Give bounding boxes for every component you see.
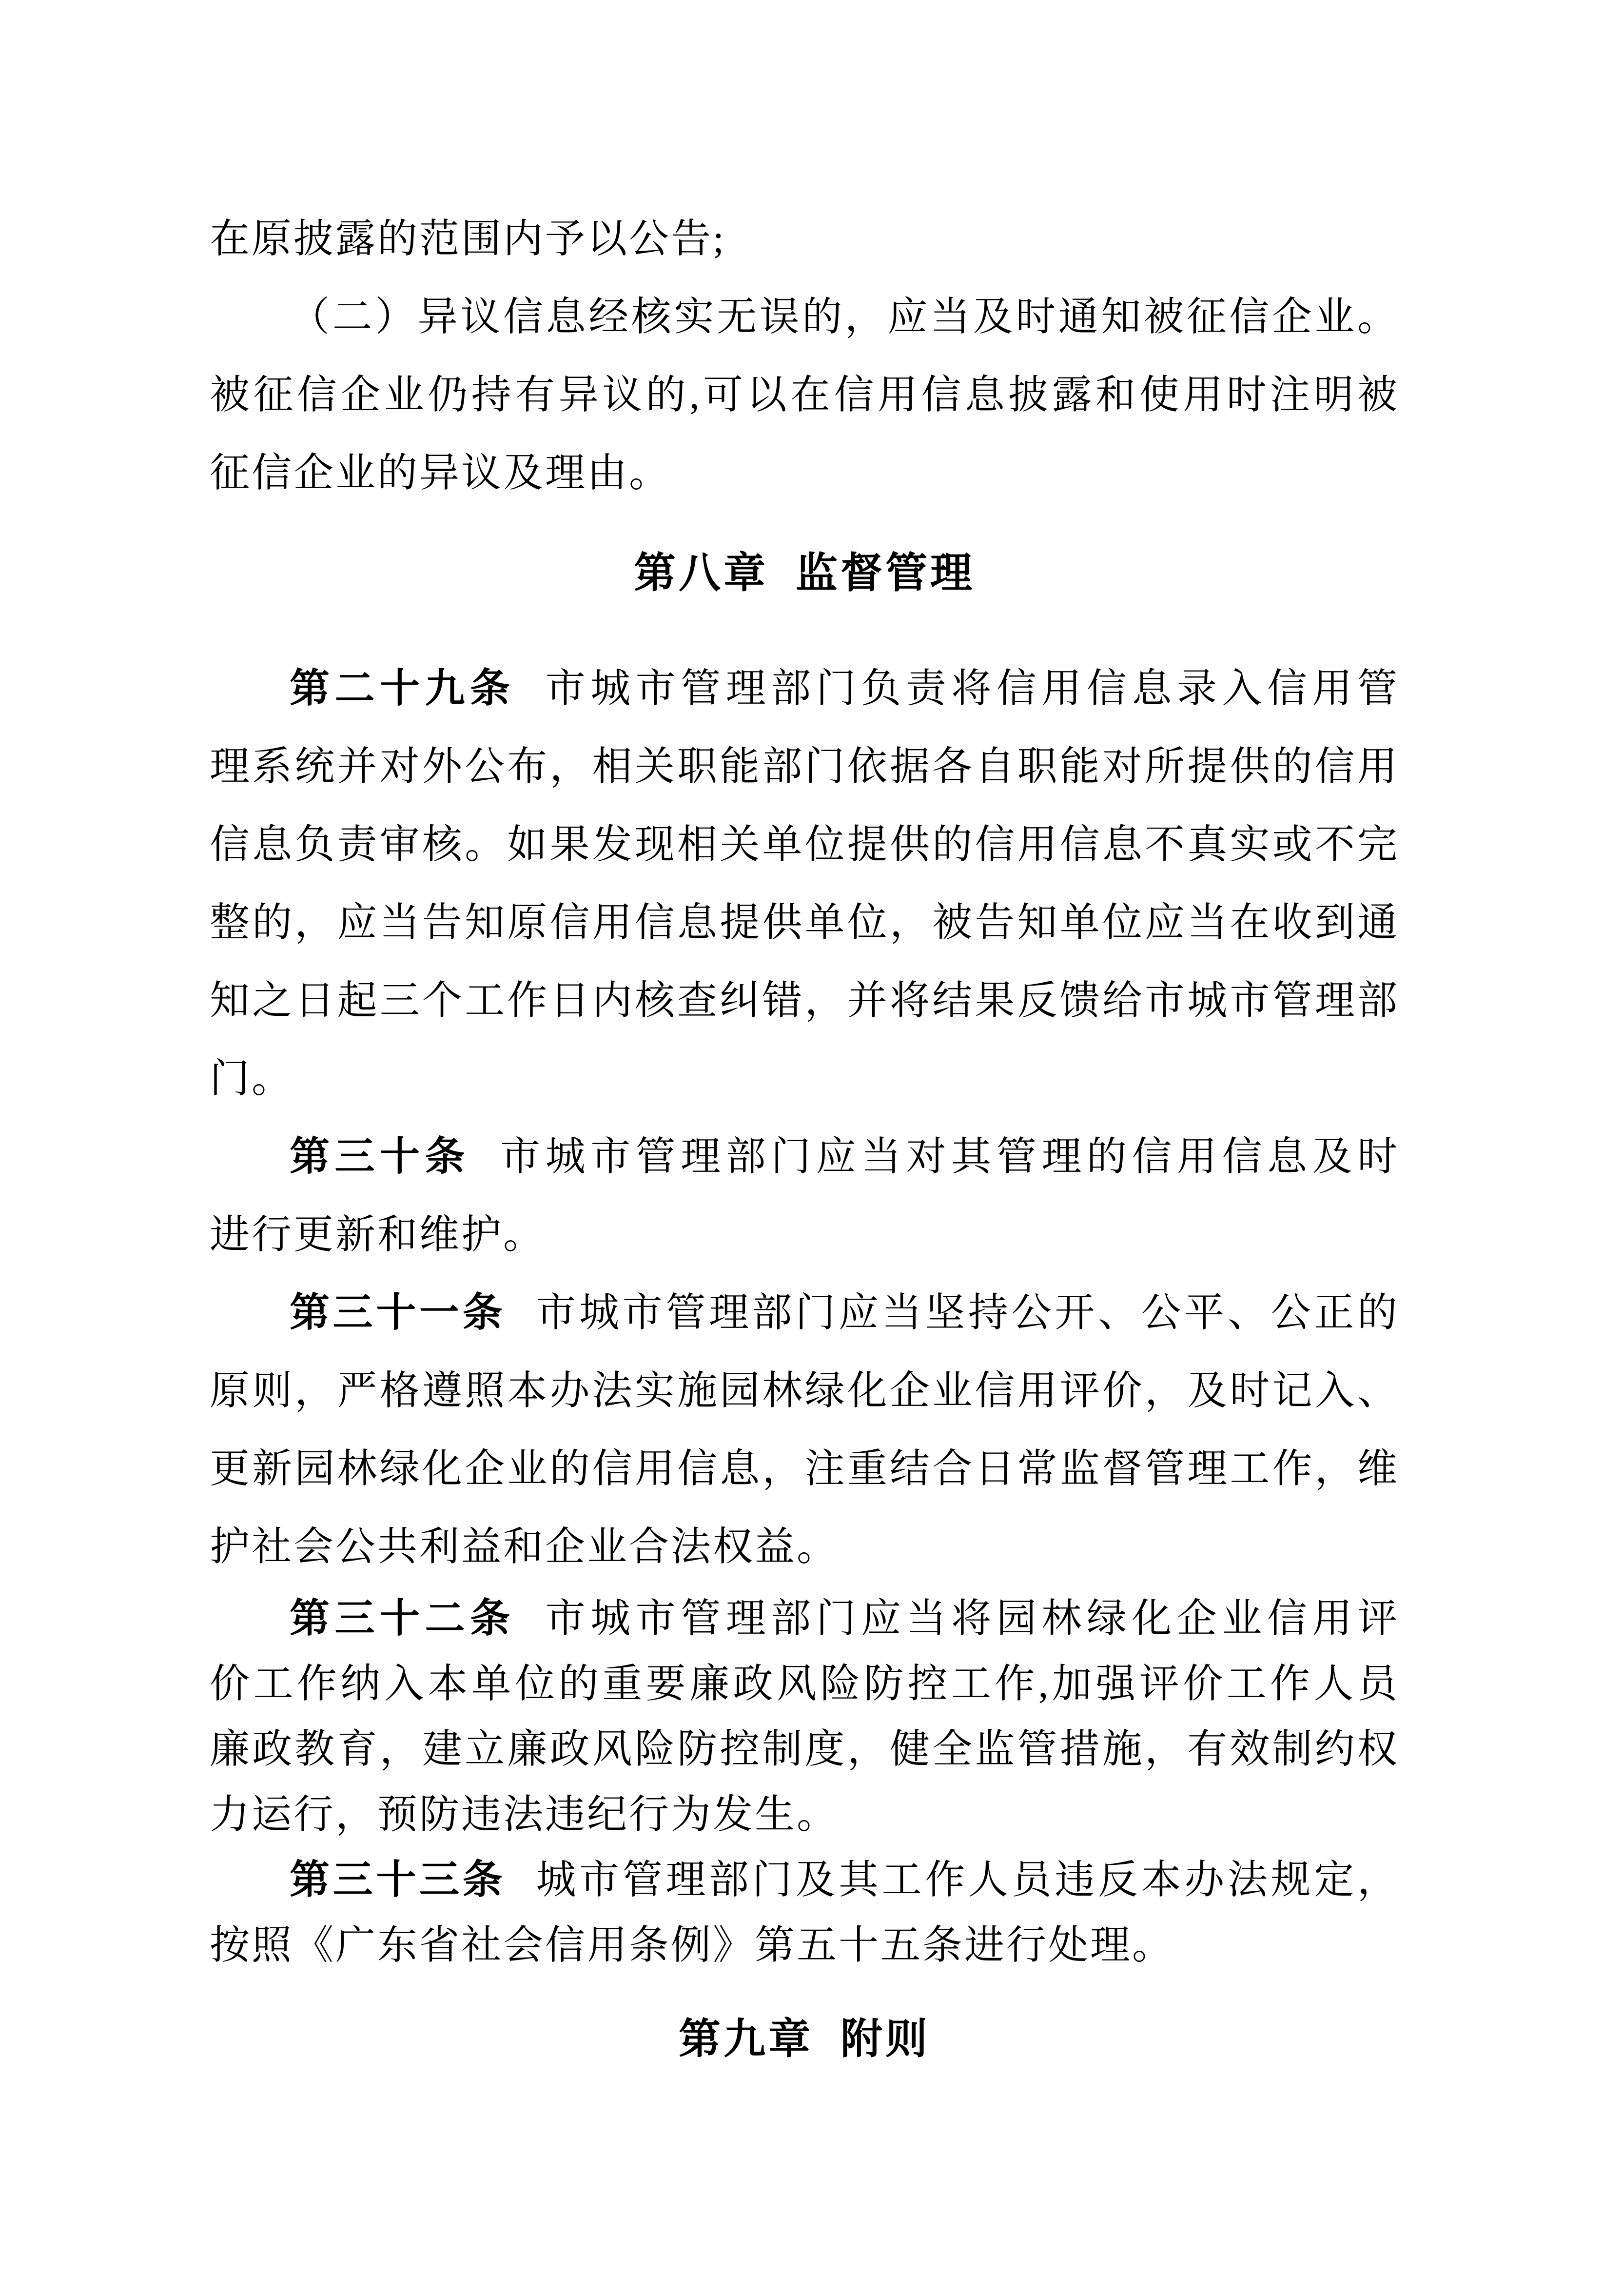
text-line: 价工作纳入本单位的重要廉政风险防控工作,加强评价工作人员	[210, 1662, 1399, 1706]
text-line: 护社会公共利益和企业合法权益。	[210, 1524, 839, 1569]
article-paragraph	[210, 1118, 1399, 1274]
text-line: 知之日起三个工作日内核查纠错，并将结果反馈给市城市管理部	[210, 978, 1399, 1023]
article-number: 第三十一条	[290, 1290, 506, 1335]
text-line: 征信企业的异议及理由。	[210, 451, 671, 495]
text-line: 被征信企业仍持有异议的,可以在信用信息披露和使用时注明被	[210, 373, 1399, 417]
body-paragraph	[210, 200, 1399, 278]
text-line: 原则，严格遵照本办法实施园林绿化企业信用评价，及时记入、	[210, 1368, 1399, 1413]
text-line: 更新园林绿化企业的信用信息，注重结合日常监督管理工作，维	[210, 1446, 1399, 1491]
text-line: 信息负责审核。如果发现相关单位提供的信用信息不真实或不完	[210, 822, 1399, 867]
text-line: （二）异议信息经核实无误的，应当及时通知被征信企业。	[290, 295, 1399, 339]
text-line: 门。	[210, 1056, 294, 1101]
text-line: 在原披露的范围内予以公告;	[210, 217, 726, 261]
text-line: 第三十三条 城市管理部门及其工作人员违反本办法规定，	[290, 1858, 1399, 1902]
text-line: 第二十九条 市城市管理部门负责将信用信息录入信用管	[290, 666, 1399, 711]
text-line: 第三十二条 市城市管理部门应当将园林绿化企业信用评	[290, 1596, 1399, 1641]
text-line: 第三十一条 市城市管理部门应当坚持公开、公平、公正的	[290, 1290, 1399, 1335]
article-number: 第二十九条	[290, 666, 515, 711]
text-line: 廉政教育，建立廉政风险防控制度，健全监管措施，有效制约权	[210, 1727, 1399, 1771]
chapter-heading: 第九章 附则	[679, 2016, 930, 2062]
article-number: 第三十三条	[290, 1858, 506, 1902]
article-paragraph	[210, 1586, 1399, 1847]
text-line: 整的，应当告知原信用信息提供单位，被告知单位应当在收到通	[210, 900, 1399, 945]
article-number: 第三十二条	[290, 1596, 515, 1641]
text-line: 按照《广东省社会信用条例》第五十五条进行处理。	[210, 1923, 1174, 1967]
document-content	[210, 200, 1399, 2116]
text-line: 第三十条 市城市管理部门应当对其管理的信用信息及时	[290, 1134, 1399, 1179]
article-paragraph	[210, 1847, 1399, 1978]
article-paragraph	[210, 1274, 1399, 1586]
body-paragraph	[210, 278, 1399, 512]
article-number: 第三十条	[290, 1134, 470, 1179]
article-paragraph	[210, 650, 1399, 1118]
chapter-heading: 第八章 监督管理	[634, 550, 975, 596]
text-line: 理系统并对外公布，相关职能部门依据各自职能对所提供的信用	[210, 744, 1399, 789]
text-line: 进行更新和维护。	[210, 1212, 546, 1257]
text-line: 力运行，预防违法违纪行为发生。	[210, 1792, 839, 1837]
